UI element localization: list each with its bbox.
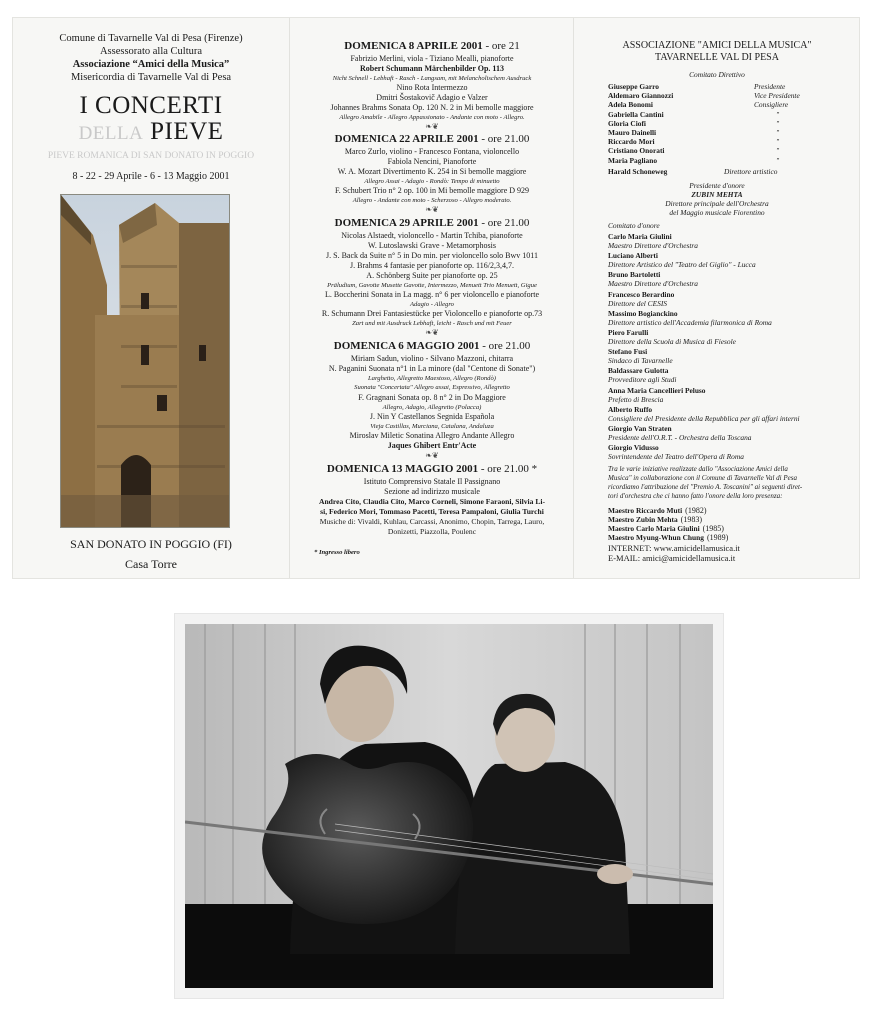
member-role: " [776,109,780,119]
award-winner-name: Maestro Zubin Mehta [608,515,678,524]
program-panel [289,18,573,578]
member-name: Aldemaro Giannozzi [608,91,674,101]
award-winner-year: (1982) [685,506,707,515]
honorary-name: Giorgio Van Straten [608,424,672,433]
note-text: Tra le varie iniziative realizzate dallo "Associazione Amici della [608,465,788,473]
honorary-name: Alberto Ruffo [608,404,653,414]
honorary-role: Direttore artistico dell'Accademia filarmonica di Roma [608,317,772,327]
concert-4-piece: J. Nin Y Castellanos Segnida Española [369,412,495,421]
honorary-role: Direttore della Scuola di Musica di Fiesole [608,337,736,346]
concert-5-line: Donizetti, Piazzolla, Poulenc [387,527,477,536]
honorary-role: Direttore del CESIS [608,298,667,308]
concert-3-movements: Präludium, Gavotte Musette Gavotte, Intermezzo, Menuett Trio Menuett, Gigue [327,282,537,289]
concert-5-line: Sezione ad indirizzo musicale [384,487,480,496]
honorary-role: Direttore Artistico del "Teatro del Giglio" - Lucca [608,260,756,270]
concert-4-movements: Vieja Castillas, Murciana, Catalana, Andaluza [370,423,494,430]
title-pieve: PIEVE [150,118,224,145]
comitato-direttivo-heading: Comitato Direttivo [689,70,745,79]
award-winner-name: Maestro Carlo Maria Giulini [608,524,700,533]
associazione-text: Associazione “Amici della Musica” [72,59,230,70]
concert-1-piece: Robert Schumann Märchenbilder Op. 113 [360,64,504,73]
honorary-name: Bruno Bartoletti [608,270,661,280]
concert-3-piece: J. Brahms 4 fantasie per pianoforte op. 116/2,3,4,7. [350,261,514,270]
honorary-role: Sindaco di Tavarnelle [608,356,673,366]
member-name: Gloria Ciofi [608,118,646,128]
award-winner-year: (1989) [706,533,729,542]
concert-4-day: DOMENICA 6 MAGGIO 2001 - ore 21.00 [333,340,531,352]
concert-4-piece: Jaques Ghibert Entr'Acte [387,441,477,450]
concert-4-performers: Miriam Sadun, violino - Silvano Mazzoni, chitarra [350,354,514,363]
note-text: Musica" in collaborazione con il Comune di Tavarnelle Val di Pesa [608,474,797,482]
concert-3-piece: L. Boccherini Sonata in La magg. n° 6 per violoncello e pianoforte [324,290,540,299]
note-text: tori d'orchestra che ci hanno fatto l'onore della loro presenza: [608,492,783,500]
concert-1-day: DOMENICA 8 APRILE 2001 - ore 21 [344,40,520,52]
association-panel [573,18,859,578]
concert-4-movements: Allegro, Adagio, Allegretto (Polacca) [382,404,482,411]
member-role: Consigliere [754,100,789,110]
place-text: SAN DONATO IN POGGIO (FI) [70,537,232,551]
honorary-role: Maestro Direttore d'Orchestra [608,279,698,289]
concert-1-piece: Johannes Brahms Sonata Op. 120 N. 2 in Mi bemolle maggiore [330,103,534,112]
footnote-text: * Ingresso libero [314,549,360,556]
honorary-role: Consigliere del Presidente della Repubblica per gli affari interni [608,413,800,423]
member-name: Gabriella Cantini [608,109,664,119]
member-name: Cristiano Onorati [608,146,665,156]
member-role: " [776,155,780,165]
honorary-name: Massimo Bogianckino [608,308,678,318]
concert-4-movements: Larghetto, Allegretto Maestoso, Allegro (Rondò) [368,375,496,382]
member-role: " [776,137,780,147]
concert-4-piece: N. Paganini Suonata n°1 in La minore (dal "Centone di Sonate") [328,364,536,373]
honorary-name: Carlo Maria Giulini [608,232,672,241]
member-role: Direttore artistico [724,167,778,176]
concert-5-performers: Andrea Cito, Claudia Cito, Marco Corneli, Simone Faraoni, Silvia Li- [318,497,546,506]
honorary-name: Luciano Alberti [608,251,658,261]
ornament-divider: ❧❦ [425,122,439,131]
dates-text: 8 - 22 - 29 Aprile - 6 - 13 Maggio 2001 [72,171,230,182]
concert-3-piece: J. S. Back da Suite n° 5 in Do min. per violoncello solo Bwv 1011 [326,251,538,260]
concert-1-movements: Allegro Amabile - Allegro Appassionato - Andante con moto - Allegro. [339,114,525,121]
president-honour-label: Presidente d'onore [689,181,745,190]
concert-5-line: Musiche di: Vivaldi, Kuhlau, Carcassi, Anonimo, Chopin, Tarrega, Lauro, [319,517,545,526]
concert-2-day: DOMENICA 22 APRILE 2001 - ore 21.00 [334,133,530,145]
comitato-onore-heading: Comitato d'onore [608,221,660,230]
page-title: I CONCERTI [79,92,223,119]
subtitle-text: PIEVE ROMANICA DI SAN DONATO IN POGGIO [47,151,255,161]
concert-5-performers: si, Federico Mori, Tommaso Pacetti, Teresa Pampaloni, Giulia Turchi [320,507,544,516]
email-link[interactable]: E-MAIL: amici@amicidellamusica.it [608,553,736,563]
member-name: Riccardo Mori [608,137,655,147]
concert-3-piece: A. Schönberg Suite per pianoforte op. 25 [366,271,498,280]
honorary-name: Piero Farulli [608,328,649,337]
honorary-role: Provveditore agli Studi [608,375,677,385]
concert-4-movements: Suonata "Concertata" Allegro assai, Espressivo, Allegretto [354,384,510,391]
president-honour-role: del Maggio musicale Fiorentino [669,208,765,217]
award-winner-name: Maestro Riccardo Muti [608,506,683,515]
award-winner-year: (1985) [702,524,724,533]
concert-3-movements: Zart und mit Ausdruck Lebhaft, leicht - Rasch und mit Feuer [352,320,512,327]
ornament-divider: ❧❦ [425,205,439,214]
concert-3-piece: W. Lutoslawski Grave - Metamorphosis [368,241,496,250]
honorary-role: Presidente dell'O.R.T. - Orchestra della Toscana [608,433,752,442]
cover-panel [13,18,289,578]
award-winner-year: (1983) [680,515,702,524]
title-della: DELLA [78,123,144,144]
honorary-role: Maestro Direttore d'Orchestra [608,241,698,250]
member-name: Giuseppe Garro [608,82,659,91]
award-winner-name: Maestro Myung-Whun Chung [608,533,704,542]
commune-text: Comune di Tavarnelle Val di Pesa (Firenze) [59,33,243,44]
concert-brochure [13,18,859,578]
member-role: " [776,146,780,156]
member-role: Presidente [754,82,786,91]
president-honour-name: ZUBIN MEHTA [691,190,743,199]
concert-1-movements: Nicht Schnell - Lebhaft - Rasch - Langsam, mit Melancholischem Ausdruck [332,75,532,82]
member-name: Maria Pagliano [608,155,658,165]
member-name: Adela Bonomi [608,100,653,110]
association-header: TAVARNELLE VAL DI PESA [655,52,779,63]
title-della-pieve [13,118,289,148]
concert-4-piece: Miroslav Miletic Sonatina Allegro Andante Allegro [349,431,515,440]
concert-5-line: Istituto Comprensivo Statale Il Passignano [363,477,501,486]
honorary-name: Anna Maria Cancellieri Peluso [608,385,706,395]
ornament-divider: ❧❦ [425,328,439,337]
concert-4-piece: F. Gragnani Sonata op. 8 n° 2 in Do Maggiore [358,393,506,402]
ornament-divider: ❧❦ [425,451,439,460]
president-honour-role: Direttore principale dell'Orchestra [665,199,769,208]
award-winner [608,533,728,543]
member-name: Harald Schoneweg [608,167,668,176]
concert-5-day: DOMENICA 13 MAGGIO 2001 - ore 21.00 * [326,463,538,475]
concert-2-performers: Fabiola Nencini, Pianoforte [387,157,477,166]
member-role: Vice Presidente [754,91,800,101]
concert-2-movements: Allegro - Andante con moto - Scherzoso - Allegro moderato. [352,197,512,204]
building-text: Casa Torre [125,557,177,571]
honorary-role: Sovrintendente del Teatro dell'Opera di Roma [608,452,744,462]
concert-3-movements: Adagio - Allegro [410,301,454,308]
musicians-photo [175,614,723,998]
concert-1-performers: Fabrizio Merlini, viola - Tiziano Mealli, pianoforte [350,54,514,63]
association-header: ASSOCIAZIONE "AMICI DELLA MUSICA" [622,40,812,51]
concert-3-piece: R. Schumann Drei Fantasiestücke per Violoncello e pianoforte op.73 [321,309,543,318]
concert-2-piece: F. Schubert Trio n° 2 op. 100 in Mi bemolle maggiore D 929 [334,186,530,195]
honorary-role: Prefetto di Brescia [608,394,664,404]
honorary-name: Stefano Fusi [608,347,648,357]
assessorato-text: Assessorato alla Cultura [99,46,203,57]
internet-link[interactable]: INTERNET: www.amicidellamusica.it [608,543,740,553]
misericordia-text: Misericordia di Tavarnelle Val di Pesa [70,72,232,83]
concert-3-performers: Nicolas Alstaedt, violoncello - Martin Tchiba, pianoforte [341,231,523,240]
concert-2-performers: Marco Zurlo, violino - Francesco Fontana, violoncello [344,147,520,156]
tower-photo [60,194,230,528]
honorary-name: Giorgio Vidusso [608,443,659,453]
concert-1-piece: Dmitri Šostakovič Adagio e Valzer [376,93,488,102]
honorary-name: Francesco Berardino [608,289,675,299]
concert-2-piece: W. A. Mozart Divertimento K. 254 in Si bemolle maggiore [337,167,527,176]
honorary-name: Baldassare Gulotta [608,366,669,376]
concert-2-movements: Allegro Assai - Adagio - Rondò: Tempo di minuetto [364,178,500,185]
member-role: " [776,128,780,137]
concert-1-piece: Nino Rota Intermezzo [396,83,468,92]
member-role: " [776,118,780,128]
concert-3-day: DOMENICA 29 APRILE 2001 - ore 21.00 [334,217,530,229]
note-text: ricordiamo l'attribuzione del "Premio A. Toscanini" ai seguenti diret- [608,483,803,491]
member-name: Mauro Dainelli [608,128,657,137]
